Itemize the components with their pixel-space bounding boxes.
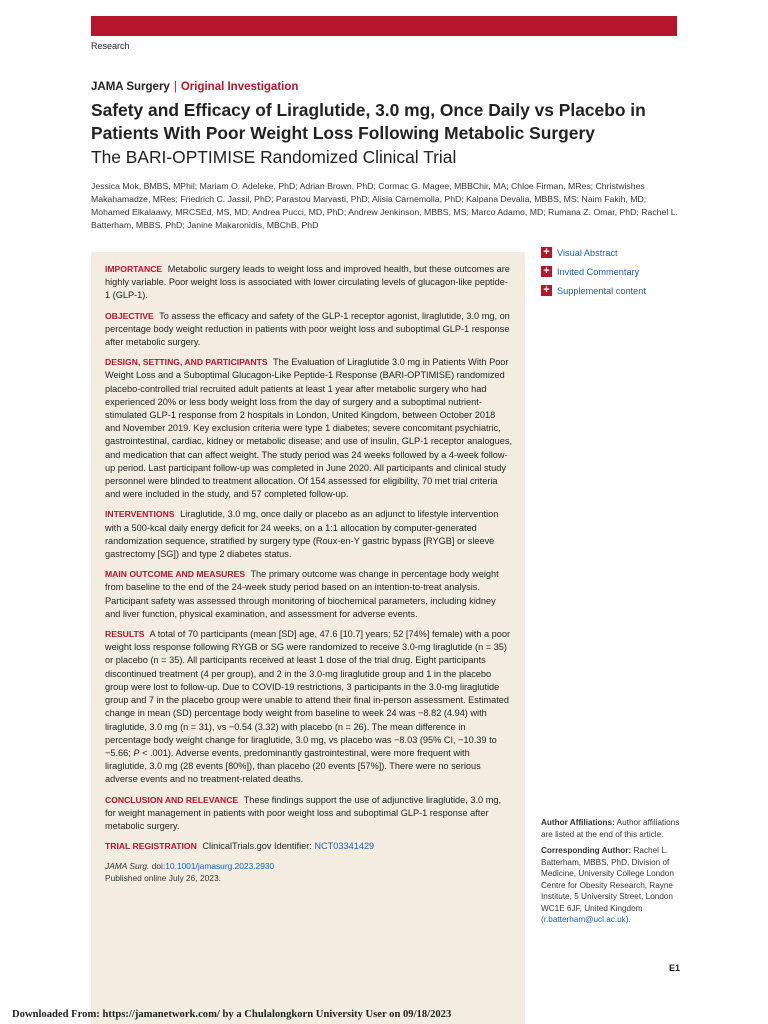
conclusion-heading: CONCLUSION AND RELEVANCE — [105, 794, 239, 805]
citation-published: Published online July 26, 2023. — [105, 873, 221, 884]
registration-heading: TRIAL REGISTRATION — [105, 841, 197, 852]
journal-color-bar — [91, 16, 677, 36]
visual-abstract-link[interactable] — [541, 247, 646, 258]
author-affiliations — [541, 817, 681, 840]
corresponding-text: Rachel L. Batterham, MBBS, PhD, Division of Medicine, University College London Centre for Obesity Research, Rayne Institute, 5 University Street, London WC1E 6JF, United Kingdom ( — [541, 846, 674, 924]
abstract-importance — [105, 263, 513, 303]
affiliations-heading: Author Affiliations: — [541, 818, 615, 827]
download-footer: Downloaded From: https://jamanetwork.com/ by a Chulalongkorn University User on 09/18/2023 — [12, 1009, 452, 1020]
supplemental-content-link[interactable] — [541, 285, 646, 296]
plus-icon: + — [541, 247, 552, 258]
invited-commentary-link[interactable] — [541, 266, 646, 277]
registration-id-link[interactable]: NCT03341429 — [314, 841, 375, 852]
abstract-box — [91, 252, 525, 1024]
importance-heading: IMPORTANCE — [105, 264, 163, 274]
citation-journal: JAMA Surg. — [105, 861, 150, 872]
page-number: E1 — [669, 963, 681, 973]
abstract-design — [105, 356, 513, 501]
results-text-end: < .001). Adverse events, predominantly gastrointestinal, were more frequent with liraglutide, 3.0 mg (28 events [80%]), than placebo (20 events [57%]). There were no serious adverse events and no treatment-related deaths. — [105, 747, 481, 785]
importance-text: Metabolic surgery leads to weight loss and improved health, but these outcomes are highly variable. Poor weight loss is associated with lower circulating levels of glucagon-like peptide-1 (GLP-1). — [105, 264, 510, 301]
conclusion-text: These findings support the use of adjunctive liraglutide, 3.0 mg, for weight management in patients with poor weight loss and suboptimal GLP-1 response after metabolic surgery. — [105, 794, 502, 831]
doi-link[interactable]: 10.1001/jamasurg.2023.2930 — [165, 861, 275, 872]
abstract-interventions — [105, 508, 513, 561]
article-title: Safety and Efficacy of Liraglutide, 3.0 mg, Once Daily vs Placebo in Patients With Poor Weight Loss Following Metabolic Surgery — [91, 100, 646, 143]
journal-name: JAMA Surgery — [91, 81, 170, 93]
main-outcome-text: The primary outcome was change in percentage body weight from baseline to the end of the 24-week study period based on an intention-to-treat analysis. Participant safety was assessed through monitoring of biochemical parameters, including kidney and liver function, physical examination, and assessment for adverse events. — [105, 569, 499, 619]
interventions-text: Liraglutide, 3.0 mg, once daily or placebo as an adjunct to lifestyle intervention with a 500-kcal daily energy deficit for 24 weeks, on a 1:1 allocation by computer-generated randomization sequence, stratified by surgery type (Roux-en-Y gastric bypass [RYGB] or sleeve gastrectomy [SG]) and type 2 diabetes status. — [105, 509, 499, 560]
abstract-objective — [105, 310, 513, 350]
article-subtitle: The BARI-OPTIMISE Randomized Clinical Trial — [91, 147, 457, 167]
results-heading: RESULTS — [105, 629, 145, 640]
objective-text: To assess the efficacy and safety of the GLP-1 receptor agonist, liraglutide, 3.0 mg, on percentage body weight reduction in patients with poor weight loss and suboptimal GLP-1 response after metabolic surgery. — [105, 310, 510, 348]
plus-icon: + — [541, 266, 552, 277]
abstract-main-outcome — [105, 568, 513, 621]
abstract-results — [105, 628, 513, 786]
plus-icon: + — [541, 285, 552, 296]
journal-line — [91, 81, 298, 93]
affiliations-text: Author affiliations are listed at the end of this article. — [541, 818, 680, 839]
corresponding-author — [541, 845, 681, 926]
results-text: A total of 70 participants (mean [SD] age, 47.6 [10.7] years; 52 [74%] female) with a poor weight loss response following RYGB or SG were randomized to receive 3.0-mg liraglutide (n = 35) or placebo (n = 35). All participants received at least 1 dose of the trial drug. Eight participants discontinued treatment (4 per group), and 2 in the 3.0-mg liraglutide group and 1 in the placebo group were lost to follow-up. Due to COVID-19 restrictions, 3 participants in the 3.0-mg liraglutide group and 7 in the placebo group were unable to attend their final in-person assessment. Estimated change in mean (SD) percentage body weight from baseline to week 24 was −8.82 (4.94) with liraglutide, 3.0 mg (n = 31), vs −0.54 (3.32) with placebo (n = 26). The mean difference in percentage body weight change for liraglutide, 3.0 mg, vs placebo was −8.03 (95% CI, −10.39 to −5.66; — [105, 629, 511, 758]
citation — [105, 860, 513, 884]
corresponding-heading: Corresponding Author: — [541, 846, 632, 855]
registration-text: ClinicalTrials.gov Identifier: — [202, 841, 312, 852]
corresponding-email-link[interactable]: r.batterham@ucl.ac.uk — [543, 915, 626, 924]
corresponding-close: ). — [625, 915, 631, 924]
author-list: Jessica Mok, BMBS, MPhil; Mariam O. Adeleke, PhD; Adrian Brown, PhD; Cormac G. Magee, MBBChir, MA; Chloe Firman, MRes; Christwishes Makahamadze, MRes; Friedrich C. Jassil, PhD; Parastou Marvasti, PhD; Alisia Carnemolla, PhD; Kalpana Devalia, MBBS, MS; Naim Fakih, MD; Mohamed Elkalaawy, MRCSEd, MS, MD; Andrea Pucci, MD, PhD; Andrew Jenkinson, MBBS, MS; Marco Adamo, MD; Rumana Z. Omar, PhD; Rachel L. Batterham, MBBS, PhD; Janine Makaronidis, MBChB, PhD — [91, 181, 678, 230]
design-heading: DESIGN, SETTING, AND PARTICIPANTS — [105, 357, 268, 368]
journal-separator: | — [173, 81, 177, 93]
visual-abstract-label: Visual Abstract — [557, 247, 618, 258]
supplemental-content-label: Supplemental content — [557, 285, 646, 296]
side-links — [541, 247, 646, 304]
section-label: Research — [91, 41, 130, 51]
main-outcome-heading: MAIN OUTCOME AND MEASURES — [105, 569, 246, 580]
design-text: The Evaluation of Liraglutide 3.0 mg in Patients With Poor Weight Loss and a Suboptimal Glucagon-Like Peptide-1 Response (BARI-OPTIMISE) randomized placebo-controlled trial recruited adult patients at least 1 year after metabolic surgery who had experienced 20% or less body weight loss from the day of surgery and a suboptimal nutrient-stimulated GLP-1 response from 2 hospitals in London, United Kingdom, between October 2018 and November 2019. Key exclusion criteria were type 1 diabetes; severe concomitant psychiatric, gastrointestinal, cardiac, kidney or metabolic disease; and use of insulin, GLP-1 receptor analogues, and medication that can affect weight. The study period was 24 weeks followed by a 4-week follow-up period. Last participant follow-up was completed in June 2020. All participants and clinical study personnel were blinded to treatment allocation. Of 154 assessed for eligibility, 70 met trial criteria and were included in the study, and 57 completed follow-up. — [105, 357, 513, 500]
abstract-conclusion — [105, 794, 513, 834]
author-info — [541, 817, 681, 931]
abstract-registration — [105, 840, 513, 853]
article-type: Original Investigation — [180, 81, 299, 93]
interventions-heading: INTERVENTIONS — [105, 509, 175, 520]
p-value-symbol: P — [133, 747, 140, 758]
objective-heading: OBJECTIVE — [105, 310, 154, 321]
citation-doi-prefix: doi: — [151, 861, 166, 872]
invited-commentary-label: Invited Commentary — [557, 266, 640, 277]
